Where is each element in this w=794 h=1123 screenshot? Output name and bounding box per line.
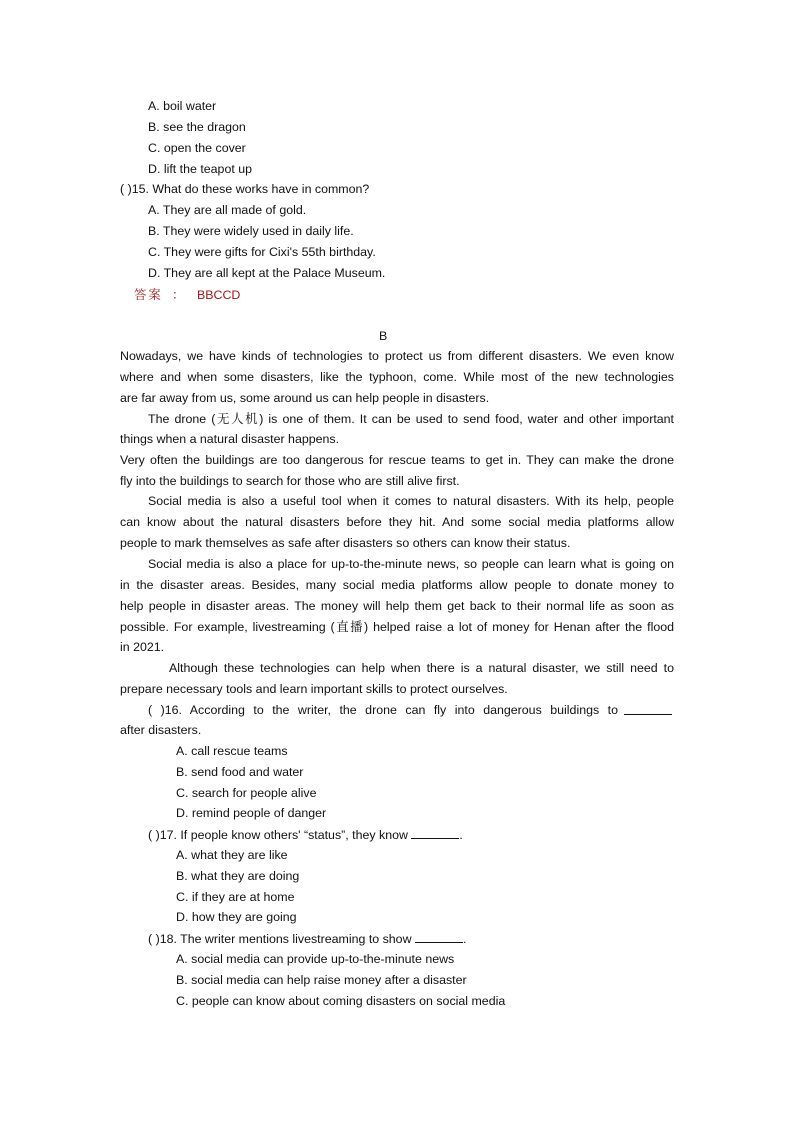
q17-blank: [411, 826, 459, 839]
passage-line: things when a natural disaster happens.: [120, 432, 340, 446]
q15-option-c: C. They were gifts for Cixi's 55th birthday.: [148, 245, 376, 259]
passage-line: in the disaster areas. Besides, many social media platforms allow people to donate money to: [120, 578, 674, 592]
q14-option-a: A. boil water: [148, 99, 217, 113]
passage-line: Nowadays, we have kinds of technologies to protect us from different disasters. We even know: [120, 349, 674, 363]
passage-line: help people in disaster areas. The money will help them get back to their normal life as soon as: [120, 599, 674, 613]
answer-colon: ：: [172, 288, 185, 302]
q16-stem: ( )16. According to the writer, the drone can fly into dangerous buildings to: [148, 703, 618, 717]
q17-stem-line: [148, 826, 463, 843]
passage-line: Very often the buildings are too dangerous for rescue teams to get in. They can make the drone: [120, 453, 674, 467]
q16-option-d: D. remind people of danger: [176, 806, 327, 820]
passage-line: The drone (无人机) is one of them. It can be used to send food, water and other important: [148, 412, 674, 426]
q16-stem-cont: after disasters.: [120, 723, 202, 737]
passage-line: Social media is also a useful tool when it comes to natural disasters. With its help, people: [148, 494, 674, 508]
passage-line: can know about the natural disasters before they hit. And some social media platforms allow: [120, 515, 674, 529]
q16-option-a: A. call rescue teams: [176, 744, 288, 758]
q17-option-a: A. what they are like: [176, 848, 288, 862]
q18-stem: ( )18. The writer mentions livestreaming to show: [148, 932, 412, 946]
answer-label: 答案: [134, 288, 163, 302]
q14-option-c: C. open the cover: [148, 141, 246, 155]
passage-line: where and when some disasters, like the typhoon, come. While most of the new technologies: [120, 370, 674, 384]
q14-option-b: B. see the dragon: [148, 120, 246, 134]
q18-blank: [415, 930, 463, 943]
q18-stem-line: [148, 930, 466, 947]
q18-stem-end: .: [462, 932, 467, 946]
q17-option-c: C. if they are at home: [176, 890, 295, 904]
q18-option-a: A. social media can provide up-to-the-minute news: [176, 952, 455, 966]
answer-value: BBCCD: [197, 288, 241, 302]
passage-line: Social media is also a place for up-to-the-minute news, so people can learn what is going on: [148, 557, 674, 571]
q17-stem: ( )17. If people know others' “status”, they know: [148, 828, 408, 842]
q17-option-d: D. how they are going: [176, 910, 297, 924]
q16-option-c: C. search for people alive: [176, 786, 317, 800]
q16-option-b: B. send food and water: [176, 765, 304, 779]
passage-line: people to mark themselves as safe after disasters so others can know their status.: [120, 536, 571, 550]
q17-option-b: B. what they are doing: [176, 869, 300, 883]
q16-blank: [624, 702, 672, 719]
q15-option-b: B. They were widely used in daily life.: [148, 224, 354, 238]
section-title: B: [379, 329, 388, 343]
q18-option-c: C. people can know about coming disasters on social media: [176, 994, 506, 1008]
passage-line: Although these technologies can help when there is a natural disaster, we still need to: [169, 661, 674, 675]
q18-option-b: B. social media can help raise money after a disaster: [176, 973, 467, 987]
passage-line: fly into the buildings to search for those who are still alive first.: [120, 474, 460, 488]
passage-line: are far away from us, some around us can help people in disasters.: [120, 391, 490, 405]
q15-option-d: D. They are all kept at the Palace Museum.: [148, 266, 386, 280]
passage-line: prepare necessary tools and learn important skills to protect ourselves.: [120, 682, 508, 696]
passage-line: possible. For example, livestreaming (直播) helped raise a lot of money for Henan after the flood: [120, 620, 674, 634]
q15-stem: ( )15. What do these works have in common?: [120, 182, 370, 196]
q14-option-d: D. lift the teapot up: [148, 162, 253, 176]
passage-line: in 2021.: [120, 640, 165, 654]
q15-option-a: A. They are all made of gold.: [148, 203, 307, 217]
q17-stem-end: .: [459, 828, 463, 842]
